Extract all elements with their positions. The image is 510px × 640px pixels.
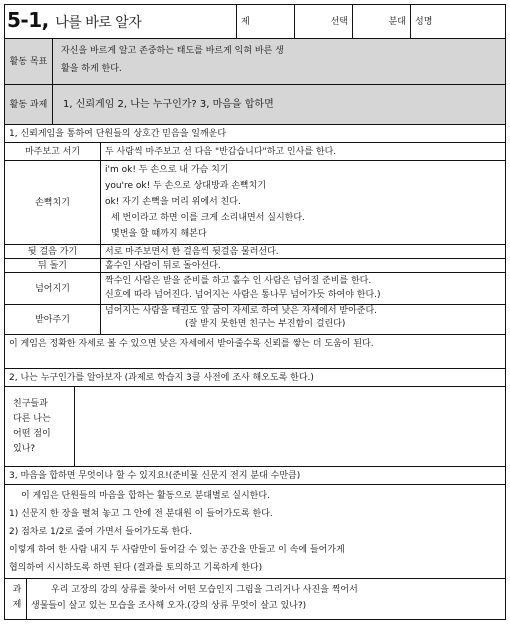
body-line: 이렇게 하여 한 사람 내지 두 사람만이 들어갈 수 있는 공간을 만들고 이 속에 들어가게 [9,545,345,555]
section3-heading-row [5,467,505,485]
unit-number: 5-1, [7,8,49,32]
tasks-row [5,85,505,125]
section1-note: 이 게임은 정확한 자세로 볼 수 있으면 낮은 자세에서 받아줄수록 신뢰를 쌓는 더 도움이 된다. [9,339,374,349]
goal-row [5,39,505,85]
table-row [5,143,505,161]
goal-label [5,39,53,84]
section3-body-row [5,485,505,579]
class-cell[interactable] [237,5,295,38]
desc-line: ok! 자기 손뼉을 머리 위에서 친다. [105,197,241,207]
table-row [5,245,505,259]
desc-line: 신호에 따라 넘어진다. 넘어지는 사람은 통나무 넘어가듯 하여야 한다.) [105,290,381,300]
desc-line: i'm ok! 두 손으로 내 가슴 치기 [105,165,229,175]
question-line: 어떤 점이 [13,429,51,439]
assignment-line-2: 생물들이 살고 있는 모습을 조사해 오자.(강의 상류 무엇이 살고 있나?) [31,601,307,611]
section1-heading-row [5,125,505,143]
question-line: 있나? [13,444,36,454]
desc-line: (잘 받지 못한면 친구는 부진함이 걸린다) [185,319,346,329]
body-line: 협의하여 시시하도록 하면 된다 (결과를 토의하고 기록하게 한다) [9,563,263,573]
desc-line: you're ok! 두 손으로 상대방과 손뼉치기 [105,181,267,191]
assignment-label [5,579,27,619]
body-line: 2) 점차로 1/2로 줄여 가면서 들어가도록 한다. [9,527,192,537]
assignment-row [5,579,505,619]
goal-text-line-1: 자신을 바르게 알고 존중하는 태도를 바르게 익혀 바른 생 [61,46,284,56]
assignment-line-1: 우리 고장의 강의 상류를 찾아서 어떤 모습인지 그림을 그리거나 사진을 찍어서 [51,585,358,595]
table-row [5,273,505,305]
class-label: 제 [241,16,250,27]
table-row [5,305,505,335]
activity-desc: 서로 마주보면서 한 걸음씩 뒷걸음 물러선다. [105,246,279,257]
section2-question [5,387,75,466]
section2-body-row [5,387,505,467]
activity-desc [101,161,505,244]
activity-desc: 홀수인 사람이 뒤로 돌아선다. [105,260,221,271]
activity-desc: 두 사람씩 마주보고 선 다음 "반갑습니다"하고 인사를 한다. [105,146,337,157]
section1-heading: 1, 신뢰게임을 통하여 단원들의 상호간 믿음을 일깨운다 [9,128,227,139]
worksheet-title [5,5,237,38]
goal-label-text: 활동 목표 [9,56,48,67]
desc-line: 넘어지는 사람을 태권도 앞 굽이 자세로 하여 낮은 자세에서 받아준다. [105,306,378,316]
grade-cell[interactable] [295,5,353,38]
tasks-label [5,85,53,124]
goal-text-line-2: 활을 하게 한다. [61,64,122,74]
group-cell[interactable] [353,5,411,38]
activity-label: 마주보고 서기 [5,143,101,160]
section2-heading: 2, 나는 누구인가를 알아보자 (과제로 학습지 3클 사전에 조사 해오도록 한다.) [9,372,314,383]
section3-heading: 3, 마음을 합하면 무엇이나 할 수 있지요!(준비물 신문지 전지 분대 수만큼) [9,470,301,481]
desc-line: 짝수인 사람은 받을 준비를 하고 홀수 인 사람은 넘어질 준비를 한다. [105,276,372,286]
activity-label: 뒷 걸음 가기 [5,245,101,258]
table-row [5,259,505,273]
lesson-title: 나를 바로 알자 [55,15,142,31]
header-row [5,5,505,39]
name-label: 성명 [415,16,433,27]
grade-label: 선택 [330,16,348,27]
activity-desc [101,305,505,334]
name-cell[interactable] [411,5,505,38]
activity-label: 뒤 돌기 [5,259,101,272]
section1-note-row [5,335,505,369]
tasks-label-text: 활동 과제 [9,99,48,110]
question-line: 친구들과 [13,399,48,409]
activity-label: 넘어지기 [5,273,101,304]
activity-label: 손뼉치기 [5,161,101,244]
goal-text [53,39,505,84]
table-row [5,161,505,245]
group-label: 분대 [388,16,406,27]
section2-answer-area[interactable] [75,387,505,466]
assignment-label-text: 과제 [10,584,21,614]
question-line: 다른 나는 [13,414,51,424]
activity-desc [101,273,505,304]
tasks-text: 1, 신뢰게임 2, 나는 누구인가? 3, 마음을 합하면 [63,98,274,110]
body-line: 이 게임은 단원들의 마음을 합하는 활동으로 분대별로 실시한다. [21,491,270,501]
activity-label: 받아주기 [5,305,101,334]
desc-line: 몇번을 할 때까지 해본다 [111,229,207,239]
worksheet-table [4,4,506,620]
assignment-text [27,579,505,619]
desc-line: 세 번이라고 하면 이를 크게 소리내면서 실시한다. [111,213,305,223]
section2-heading-row [5,369,505,387]
section3-body [5,485,505,578]
body-line: 1) 신문지 한 장을 펼쳐 놓고 그 안에 전 분대원 이 들어가도록 한다. [9,509,273,519]
